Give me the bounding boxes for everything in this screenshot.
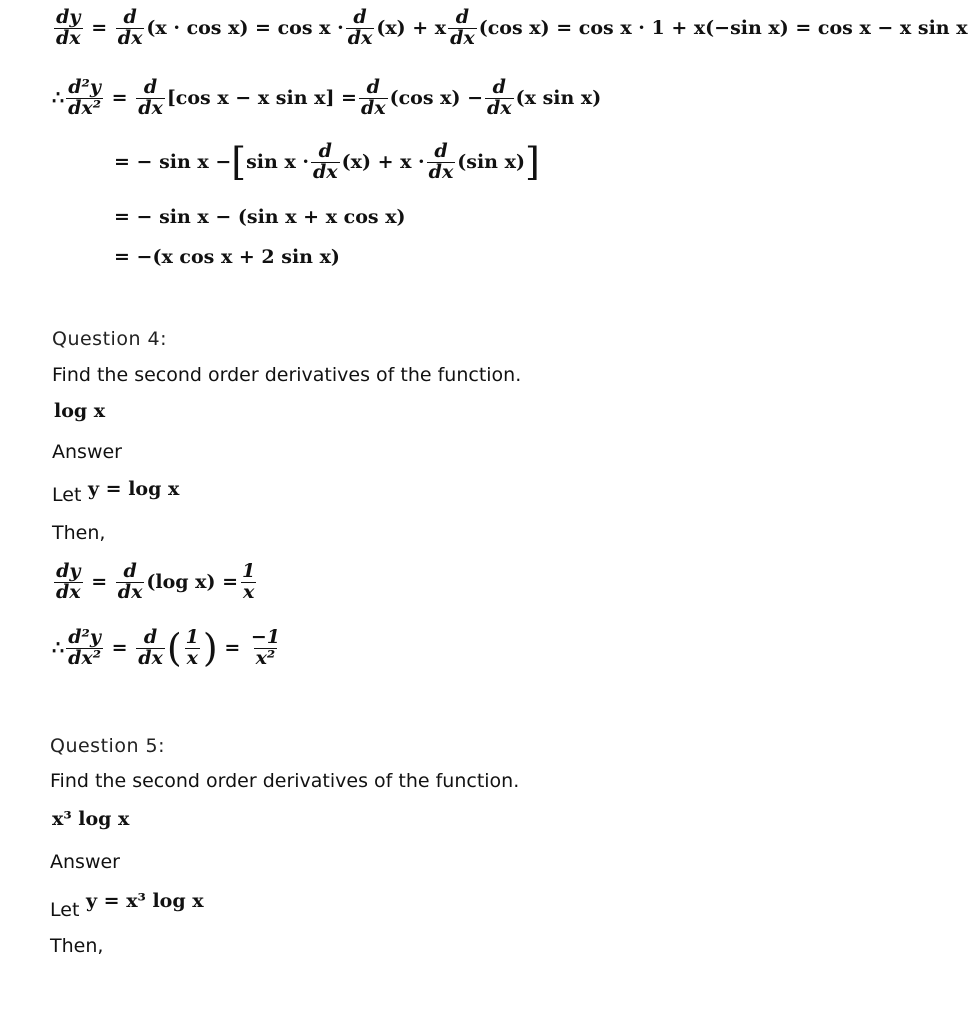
q4-heading: Question 4: <box>52 328 168 350</box>
d-dx-fraction: $\frac{d}{dx}$ <box>138 626 163 669</box>
neg-one-over-x2-fraction: $\frac{-1}{\text{x²}}$ <box>250 626 280 669</box>
d-dx-fraction: $\frac{d}{dx}$ <box>117 6 143 49</box>
q5-heading: Question 5: <box>50 735 166 757</box>
expr-part: (sin x) <box>457 151 525 174</box>
d2y-dx2-fraction: $\frac{\text{d²y}}{\text{dx²}}$ <box>68 626 102 669</box>
q5-function: x³ log x <box>52 808 130 830</box>
q5-prompt: Find the second order derivatives of the function. <box>50 770 520 792</box>
d2y-dx2-fraction: $\frac{\text{d²y}}{\text{dx²}}$ <box>68 76 102 119</box>
expr-part: (x · cos x) = cos x · <box>146 17 344 40</box>
q4-let-label: Let <box>52 484 82 506</box>
q4-answer-label: Answer <box>52 441 122 463</box>
q3-simplified-line: = − sin x − (sin x + x cos x) <box>114 206 406 228</box>
one-over-x-fraction: $\frac{1}{x}$ <box>185 626 199 669</box>
expr-part: sin x · <box>246 151 310 174</box>
q4-then-label: Then, <box>52 522 106 544</box>
d-dx-fraction: $\frac{d}{dx}$ <box>117 560 143 603</box>
left-paren: ( <box>166 626 182 671</box>
q3-second-derivative-line: ∴ $\frac{\text{d²y}}{\text{dx²}}$ = $\frac{d}{dx}$ [cos x − x sin x] = $\frac{d}{dx}$ (cos x) − $\frac{d}{dx}$ (x sin x) <box>52 76 602 119</box>
expr-part: (x) + x <box>376 17 447 40</box>
therefore-symbol: ∴ <box>52 87 65 110</box>
q5-answer-label: Answer <box>50 851 120 873</box>
one-over-x-fraction: $\frac{1}{x}$ <box>242 560 256 603</box>
expr-part: = − sin x − <box>114 151 232 174</box>
dy-dx-fraction: $\frac{dy}{dx}$ <box>56 560 81 603</box>
d-dx-fraction: $\frac{d}{dx}$ <box>428 140 454 183</box>
right-bracket: ] <box>524 140 540 185</box>
q3-result-line: = −(x cos x + 2 sin x) <box>114 246 340 268</box>
d-dx-fraction: $\frac{d}{dx}$ <box>360 76 386 119</box>
expr-part: (x sin x) <box>515 87 602 110</box>
q3-derivative-line-1: $\frac{dy}{dx}$ = $\frac{d}{dx}$ (x · cos x) = cos x · $\frac{d}{dx}$ (x) + x $\frac{d}{dx}$ (cos x) = cos x · 1 + x(−sin x) = cos x − x sin x <box>56 6 968 49</box>
q3-expansion-line <box>114 142 540 183</box>
right-paren: ) <box>202 626 218 671</box>
d-dx-fraction: $\frac{d}{dx}$ <box>313 140 338 183</box>
q4-let-expression: y = log x <box>88 478 180 500</box>
q4-first-derivative: $\frac{dy}{dx}$ = $\frac{d}{dx}$ (log x) = $\frac{1}{x}$ <box>56 560 256 603</box>
expr-part: (log x) = <box>146 571 239 594</box>
expr-part: (cos x) = cos x · 1 + x(−sin x) = cos x − x sin x <box>478 17 968 40</box>
dy-dx-fraction: $\frac{dy}{dx}$ <box>56 6 81 49</box>
q4-function: log x <box>54 400 106 422</box>
d-dx-fraction: $\frac{d}{dx}$ <box>138 76 163 119</box>
q5-let-expression: y = x³ log x <box>86 890 204 912</box>
d-dx-fraction: $\frac{d}{dx}$ <box>347 6 373 49</box>
q5-then-label: Then, <box>50 935 104 957</box>
expr-part: [cos x − x sin x] = <box>166 87 357 110</box>
d-dx-fraction: $\frac{d}{dx}$ <box>487 76 512 119</box>
left-bracket: [ <box>231 140 247 185</box>
q4-prompt: Find the second order derivatives of the function. <box>52 364 522 386</box>
therefore-symbol: ∴ <box>52 637 65 660</box>
d-dx-fraction: $\frac{d}{dx}$ <box>450 6 475 49</box>
expr-part: (x) + x · <box>341 151 425 174</box>
q4-second-derivative: ∴ $\frac{\text{d²y}}{\text{dx²}}$ = $\frac{d}{dx}$ ( $\frac{1}{x}$ ) = $\frac{-1}{\text{x²}}$ <box>52 626 280 671</box>
expr-part: (cos x) − <box>389 87 484 110</box>
q5-let-label: Let <box>50 899 80 921</box>
